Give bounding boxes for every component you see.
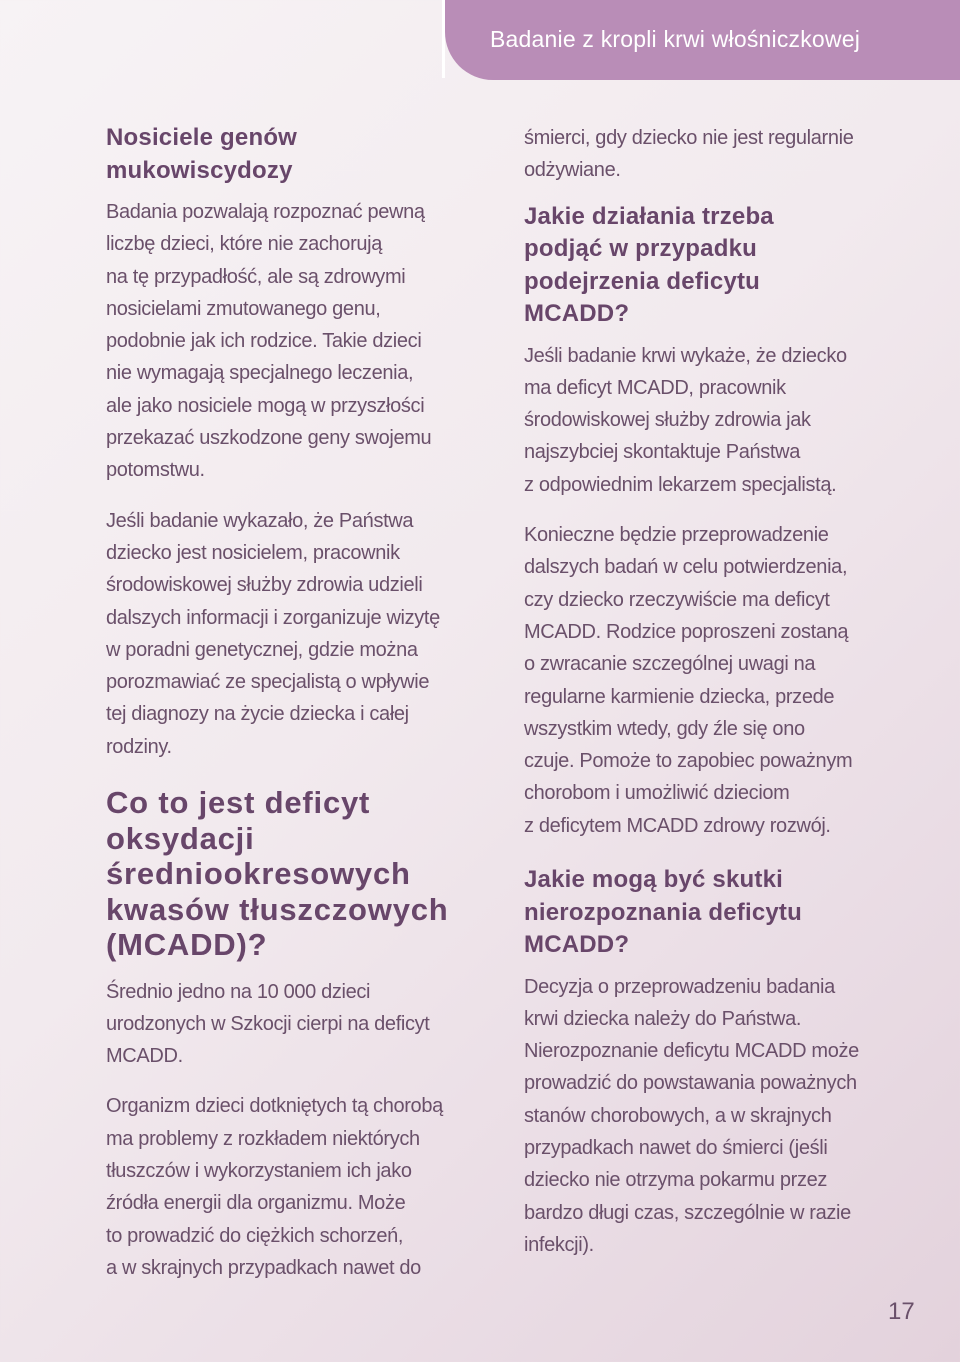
text-line: Jeśli badanie wykazało, że Państwa [106, 509, 414, 532]
text-line: podejrzenia deficytu [524, 267, 761, 295]
text-line: śmierci, gdy dziecko nie jest regularnie [524, 127, 854, 149]
text-line: przekazać uszkodzone geny swojemu [106, 427, 432, 450]
left-column [106, 122, 486, 1302]
carriers-paragraph-1 [106, 196, 486, 487]
text-line: Jakie mogą być skutki [524, 866, 783, 894]
mcadd-paragraph-2 [106, 1090, 486, 1284]
text-line: podobnie jak ich rodzice. Takie dzieci [106, 330, 422, 353]
page-number: 17 [888, 1298, 915, 1325]
text-line: kwasów tłuszczowych [106, 891, 449, 927]
text-line: odżywiane. [524, 159, 621, 182]
text-line: ale jako nosiciele mogą w przyszłości [106, 394, 425, 417]
text-line: porozmawiać ze specjalistą o wpływie [106, 671, 430, 694]
effects-heading [524, 864, 924, 962]
text-line: o zwracanie szczególnej uwagi na [524, 653, 816, 676]
text-line: tej diagnozy na życie dziecka i całej [106, 703, 409, 726]
text-line: oksydacji [106, 820, 255, 856]
text-line: prowadzić do powstawania poważnych [524, 1072, 857, 1095]
text-line: ma deficyt MCADD, pracownik [524, 376, 786, 399]
text-line: Konieczne będzie przeprowadzenie [524, 524, 829, 547]
actions-paragraph-1 [524, 340, 924, 501]
text-line: bardzo długi czas, szczególnie w razie [524, 1201, 851, 1224]
mcadd-paragraph-1 [106, 976, 486, 1073]
running-header-title: Badanie z kropli krwi włośniczkowej [490, 26, 861, 52]
text-line: rodziny. [106, 735, 172, 758]
text-line: tłuszczów i wykorzystaniem ich jako [106, 1160, 412, 1183]
text-line: czuje. Pomoże to zapobiec poważnym [524, 750, 853, 773]
text-line: Decyzja o przeprowadzeniu badania [524, 975, 835, 998]
text-line: wszystkim wtedy, gdy źle się ono [524, 717, 805, 740]
text-line: średniookresowych [106, 856, 411, 892]
text-line: podjąć w przypadku [524, 235, 757, 263]
text-line: Nosiciele genów [106, 124, 298, 151]
effects-paragraph [524, 971, 924, 1262]
text-line: na tę przypadłość, ale są zdrowymi [106, 265, 406, 288]
text-line: Średnio jedno na 10 000 dzieci [106, 980, 371, 1003]
text-line: MCADD. [106, 1045, 183, 1068]
text-line: w poradni genetycznej, gdzie można [106, 638, 418, 661]
text-line: z deficytem MCADD zdrowy rozwój. [524, 814, 831, 837]
text-line: dalszych informacji i zorganizuje wizytę [106, 606, 440, 629]
actions-paragraph-2 [524, 519, 924, 842]
text-line: a w skrajnych przypadkach nawet do [106, 1256, 421, 1279]
text-line: infekcji). [524, 1233, 594, 1256]
text-line: dalszych badań w celu potwierdzenia, [524, 556, 848, 579]
text-line: czy dziecko rzeczywiście ma deficyt [524, 588, 830, 611]
text-line: Jakie działania trzeba [524, 202, 774, 230]
text-line: Nierozpoznanie deficytu MCADD może [524, 1040, 859, 1063]
text-line: MCADD. Rodzice poproszeni zostaną [524, 620, 849, 643]
text-line: z odpowiednim lekarzem specjalistą. [524, 473, 837, 496]
mcadd-heading [106, 785, 486, 963]
text-line: nie wymagają specjalnego leczenia, [106, 362, 414, 385]
text-line: stanów chorobowych, a w skrajnych [524, 1104, 832, 1127]
text-line: Organizm dzieci dotkniętych tą chorobą [106, 1095, 443, 1118]
continuation-paragraph [524, 122, 924, 187]
text-line: MCADD? [524, 931, 630, 959]
text-line: dziecko jest nosicielem, pracownik [106, 541, 400, 564]
text-line: środowiskowej służby zdrowia jak [524, 409, 811, 432]
text-line: urodzonych w Szkocji cierpi na deficyt [106, 1012, 430, 1035]
text-line: to prowadzić do ciężkich schorzeń, [106, 1224, 404, 1247]
actions-heading [524, 201, 924, 331]
text-line: nierozpoznania deficytu [524, 898, 802, 926]
text-line: mukowiscydozy [106, 156, 293, 184]
text-line: Jeśli badanie krwi wykaże, że dziecko [524, 344, 847, 367]
carriers-paragraph-2 [106, 505, 486, 763]
text-line: potomstwu. [106, 459, 205, 482]
text-line: Co to jest deficyt [106, 785, 371, 821]
right-column [524, 122, 924, 1279]
text-line: liczbę dzieci, które nie zachorują [106, 233, 383, 256]
text-line: Badania pozwalają rozpoznać pewną [106, 201, 425, 223]
text-line: regularne karmienie dziecka, przede [524, 685, 835, 708]
carriers-heading [106, 122, 486, 187]
text-line: chorobom i umożliwić dzieciom [524, 782, 790, 805]
text-line: MCADD? [524, 300, 630, 328]
text-line: środowiskowej służby zdrowia udzieli [106, 574, 423, 597]
text-line: dziecko nie otrzyma pokarmu przez [524, 1169, 828, 1192]
text-line: (MCADD)? [106, 927, 268, 963]
text-line: najszybciej skontaktuje Państwa [524, 441, 800, 464]
text-line: ma problemy z rozkładem niektórych [106, 1127, 420, 1150]
text-line: nosicielami zmutowanego genu, [106, 297, 381, 320]
text-line: przypadkach nawet do śmierci (jeśli [524, 1137, 828, 1160]
text-line: źródła energii dla organizmu. Może [106, 1192, 406, 1215]
text-line: krwi dziecka należy do Państwa. [524, 1007, 802, 1030]
